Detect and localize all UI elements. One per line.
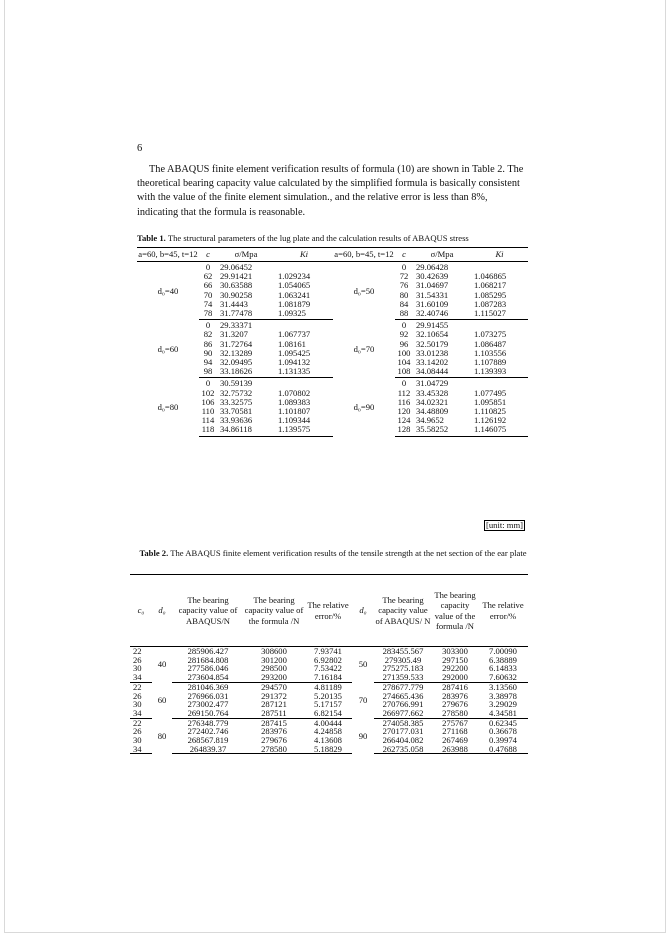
- table1-diameter-label: d₀=40: [157, 285, 179, 296]
- table-cell: 266977.662: [374, 709, 432, 718]
- table-cell: 0: [401, 378, 407, 389]
- table-cell: 3.38978: [489, 690, 517, 701]
- table-cell: 0: [401, 320, 407, 331]
- table-cell: 287511: [244, 709, 304, 718]
- table-cell: 1.103556: [474, 347, 507, 358]
- table-cell: 6.82154: [304, 709, 352, 718]
- table-row: [137, 320, 528, 331]
- table-cell: 1.070802: [278, 387, 311, 398]
- table-cell: 31.04729: [416, 378, 449, 389]
- table-cell: 30.63588: [220, 280, 253, 291]
- table-cell: 30.90258: [220, 289, 253, 300]
- table-cell: 283976: [261, 726, 287, 737]
- table1-unit-note: [unit: mm]: [486, 520, 523, 530]
- table-cell: 278580: [432, 709, 478, 718]
- table-cell: 30: [133, 663, 142, 674]
- table-cell: 30.42639: [416, 271, 449, 282]
- table2-header-cell: The relative error/%: [304, 575, 352, 647]
- table-cell: 4.00444: [314, 717, 342, 728]
- table-cell: 0: [205, 320, 211, 331]
- table-cell: 287121: [261, 699, 287, 710]
- table1-caption-label: Table 1.: [137, 233, 166, 243]
- table1-diameter-label: d₀=90: [353, 401, 375, 412]
- table-cell: 96: [399, 338, 409, 349]
- table-cell: 33.18626: [217, 367, 275, 378]
- table-cell: 1.094132: [278, 357, 311, 368]
- body-paragraph: The ABAQUS finite element verification results of formula (10) are shown in Table 2. The theoretical bearing capacity value calculated by the simplified formula is basically consistent with the value of the finite element simulation., and the relative error is less than 8%, indicating that the formula is reasonable.: [137, 164, 524, 218]
- table-cell: 6.92802: [314, 654, 342, 665]
- table2-diameter-label: 90: [358, 730, 368, 741]
- table-cell: 1.046865: [474, 271, 507, 282]
- table-cell: 72: [399, 271, 409, 282]
- table-cell: 74: [203, 298, 213, 309]
- table-cell: 116: [397, 396, 411, 407]
- table-cell: 1.095851: [474, 396, 507, 407]
- table-cell: 90: [203, 347, 213, 358]
- table-cell: 270177.031: [382, 726, 424, 737]
- table-cell: 80: [399, 289, 409, 300]
- table-cell: 31.60109: [416, 298, 449, 309]
- table-cell: 29.33371: [220, 320, 253, 331]
- table1-header-cell: σ/Mpa: [217, 248, 275, 262]
- table-cell: 291372: [261, 690, 287, 701]
- table2-header-cell: The bearing capacity value of ABAQUS/N: [172, 575, 244, 647]
- table-cell: 70: [203, 289, 213, 300]
- table-cell: 31.72764: [220, 338, 253, 349]
- table-cell: 33.01238: [416, 347, 449, 358]
- table-cell: 26: [133, 726, 142, 737]
- table1-header-row: [137, 248, 528, 262]
- table-cell: 5.18829: [304, 745, 352, 754]
- table-cell: 283976: [442, 690, 468, 701]
- table-cell: 33.32575: [220, 396, 253, 407]
- table2-group: [130, 647, 528, 683]
- table-cell: 272402.746: [187, 726, 229, 737]
- table-cell: 33.45328: [416, 387, 449, 398]
- table1-header-cell: a=60, b=45, t=12: [333, 248, 395, 262]
- table-row: [130, 709, 528, 718]
- table1-group: [137, 320, 528, 378]
- table-cell: 1.081879: [278, 298, 311, 309]
- table-cell: 273002.477: [187, 699, 229, 710]
- table-cell: 1.139575: [275, 425, 333, 436]
- table2-header-cell: d₀: [352, 575, 374, 647]
- table1-group: [137, 262, 528, 320]
- table-cell: 1.068217: [474, 280, 507, 291]
- table-cell: 3.13560: [489, 681, 517, 692]
- table-cell: 1.095425: [278, 347, 311, 358]
- table-row: [137, 262, 528, 273]
- table-cell: 7.16184: [304, 673, 352, 682]
- table-cell: 34.08444: [413, 367, 471, 378]
- table-cell: 4.81189: [314, 681, 342, 692]
- table-cell: 22: [133, 717, 142, 728]
- table-cell: 287416: [442, 681, 468, 692]
- table-cell: 32.13289: [220, 347, 253, 358]
- table-cell: 3.29029: [489, 699, 517, 710]
- table2-header-cell: d₀: [152, 575, 172, 647]
- table-cell: 301200: [261, 654, 287, 665]
- table-cell: 276966.031: [187, 690, 229, 701]
- table-cell: 281046.369: [187, 681, 229, 692]
- table-cell: 34.86118: [217, 425, 275, 436]
- table-cell: 0.62345: [489, 717, 517, 728]
- table-cell: 275767: [442, 717, 468, 728]
- table-cell: 33.93636: [220, 415, 253, 426]
- table-cell: 297150: [442, 654, 468, 665]
- table-cell: 32.09495: [220, 357, 253, 368]
- table-cell: 1.077495: [474, 387, 507, 398]
- table-cell: 110: [201, 406, 215, 417]
- table-cell: 33.14202: [416, 357, 449, 368]
- table-row: [130, 673, 528, 682]
- table-cell: 1.107889: [474, 357, 507, 368]
- table-cell: 275275.183: [382, 663, 424, 674]
- table-cell: 120: [397, 406, 411, 417]
- table-cell: 276348.779: [187, 717, 229, 728]
- table-cell: 294570: [261, 681, 287, 692]
- table-cell: 279676: [442, 699, 468, 710]
- table-cell: 31.77478: [217, 309, 275, 320]
- table-cell: 32.40746: [413, 309, 471, 320]
- table-cell: 22: [133, 646, 142, 656]
- table-row: [137, 378, 528, 389]
- table-cell: 274058.385: [382, 717, 424, 728]
- table-cell: 78: [199, 309, 217, 320]
- table-cell: 0: [401, 262, 407, 272]
- table1-diameter-label: d₀=50: [353, 285, 375, 296]
- table1-group: [137, 378, 528, 436]
- table-cell: 7.53422: [314, 663, 342, 674]
- table-cell: 1.08161: [278, 338, 306, 349]
- table2-caption-text: The ABAQUS finite element verification results of the tensile strength at the net section of the ear plate: [170, 548, 527, 558]
- table2-header-cell: The bearing capacity value of the formula /N: [432, 575, 478, 647]
- table-cell: 118: [199, 425, 217, 436]
- table-cell: 285906.427: [187, 646, 229, 656]
- table-cell: 1.089383: [278, 396, 311, 407]
- table-cell: 94: [203, 357, 213, 368]
- table-cell: 269150.764: [172, 709, 244, 718]
- table-cell: 30.59139: [220, 378, 253, 389]
- table-cell: 0: [205, 378, 211, 389]
- table-cell: 1.101807: [278, 406, 311, 417]
- table-cell: 273604.854: [172, 673, 244, 682]
- table2-diameter-label: 50: [358, 659, 368, 670]
- table-cell: 283455.567: [382, 646, 424, 656]
- table-cell: 262735.058: [374, 745, 432, 754]
- table-cell: 30: [133, 699, 142, 710]
- table-cell: 114: [201, 415, 215, 426]
- table2-diameter-label: 60: [157, 694, 167, 705]
- table-cell: 264839.37: [172, 745, 244, 754]
- table-cell: 271359.533: [374, 673, 432, 682]
- table2-diameter-label: 70: [358, 694, 368, 705]
- table-cell: 92: [399, 329, 409, 340]
- table-cell: 35.58252: [413, 425, 471, 436]
- table-cell: 7.60632: [478, 673, 528, 682]
- table-cell: 4.13608: [314, 735, 342, 746]
- table-cell: 278580: [244, 745, 304, 754]
- table1-header-cell: Ki: [471, 248, 528, 262]
- table-cell: 287415: [261, 717, 287, 728]
- table-cell: 86: [203, 338, 213, 349]
- table-cell: 4.34581: [478, 709, 528, 718]
- table-cell: 98: [199, 367, 217, 378]
- table1-header-cell: Ki: [275, 248, 333, 262]
- table-cell: 281684.808: [187, 654, 229, 665]
- table-cell: 104: [397, 357, 411, 368]
- table-cell: 100: [397, 347, 411, 358]
- table-cell: 30: [133, 735, 142, 746]
- table-cell: 271168: [442, 726, 468, 737]
- table-cell: 106: [201, 396, 215, 407]
- table-cell: 34.48809: [416, 406, 449, 417]
- table-cell: 22: [133, 681, 142, 692]
- table-cell: 88: [395, 309, 413, 320]
- table1-header-cell: c: [199, 248, 217, 262]
- table2-diameter-label: 40: [157, 659, 167, 670]
- table-cell: 278677.779: [382, 681, 424, 692]
- table-cell: 1.073275: [474, 329, 507, 340]
- table-cell: 1.067737: [278, 329, 311, 340]
- table-cell: 128: [395, 425, 413, 436]
- table1-diameter-label: d₀=70: [353, 343, 375, 354]
- table-cell: 4.24858: [314, 726, 342, 737]
- table-cell: 303300: [442, 646, 468, 656]
- table-cell: 279305.49: [384, 654, 422, 665]
- table-cell: 1.087283: [474, 298, 507, 309]
- table-cell: 108: [395, 367, 413, 378]
- table-cell: 7.93741: [314, 646, 342, 656]
- table-cell: 32.50179: [416, 338, 449, 349]
- table-row: [130, 745, 528, 754]
- table-cell: 1.029234: [278, 271, 311, 282]
- table-cell: 66: [203, 280, 213, 291]
- table-cell: 31.3207: [220, 329, 248, 340]
- table-cell: 32.75732: [220, 387, 253, 398]
- table-cell: 270766.991: [382, 699, 424, 710]
- table-cell: 31.4443: [220, 298, 248, 309]
- table2-header-cell: The bearing capacity value of the formula /N: [244, 575, 304, 647]
- table-cell: 1.085295: [474, 289, 507, 300]
- table-cell: 112: [397, 387, 411, 398]
- table-cell: 102: [201, 387, 215, 398]
- table2-diameter-label: 80: [157, 730, 167, 741]
- table1: [137, 247, 528, 437]
- table-cell: 1.126192: [474, 415, 507, 426]
- table-cell: 6.14833: [489, 663, 517, 674]
- table1-caption: [137, 233, 529, 243]
- table-cell: 34: [130, 673, 152, 682]
- table-cell: 292200: [442, 663, 468, 674]
- table1-header-cell: c: [395, 248, 413, 262]
- table-cell: 293200: [244, 673, 304, 682]
- table-cell: 279676: [261, 735, 287, 746]
- table-cell: 292000: [432, 673, 478, 682]
- table-cell: 26: [133, 654, 142, 665]
- table1-diameter-label: d₀=80: [157, 401, 179, 412]
- table2: [130, 574, 528, 754]
- table-cell: 34: [130, 745, 152, 754]
- table-cell: 268567.819: [187, 735, 229, 746]
- table-cell: 76: [399, 280, 409, 291]
- table-cell: 32.10654: [416, 329, 449, 340]
- table-cell: 0.47688: [478, 745, 528, 754]
- table-cell: 277586.046: [187, 663, 229, 674]
- table-cell: 84: [399, 298, 409, 309]
- table-cell: 124: [397, 415, 411, 426]
- table-cell: 5.17157: [314, 699, 342, 710]
- table-cell: 1.09325: [275, 309, 333, 320]
- table1-caption-text: The structural parameters of the lug plate and the calculation results of ABAQUS stress: [167, 233, 469, 243]
- table-cell: 1.131335: [275, 367, 333, 378]
- table-cell: 26: [133, 690, 142, 701]
- table2-caption-label: Table 2.: [139, 548, 169, 558]
- table2-group: [130, 682, 528, 718]
- table-cell: 29.06452: [220, 262, 253, 272]
- table-cell: 6.38889: [489, 654, 517, 665]
- table-cell: 34.9652: [416, 415, 444, 426]
- table-cell: 1.110825: [474, 406, 506, 417]
- page-frame: [4, 0, 666, 933]
- table-cell: 33.70581: [220, 406, 253, 417]
- table-cell: 267469: [442, 735, 468, 746]
- table-cell: 5.20135: [314, 690, 342, 701]
- table-cell: 266404.082: [382, 735, 424, 746]
- table-cell: 62: [203, 271, 213, 282]
- table-cell: 274665.436: [382, 690, 424, 701]
- table-cell: 0.36678: [489, 726, 517, 737]
- table-cell: 34: [130, 709, 152, 718]
- table1-header-cell: a=60, b=45, t=12: [137, 248, 199, 262]
- table-cell: 31.54331: [416, 289, 449, 300]
- table-cell: 0: [205, 262, 211, 272]
- page-number: 6: [137, 143, 143, 154]
- table1-diameter-label: d₀=60: [157, 343, 179, 354]
- table-cell: 82: [203, 329, 213, 340]
- table2-header-cell: The bearing capacity value of ABAQUS/ N: [374, 575, 432, 647]
- table-cell: 29.06428: [416, 262, 449, 272]
- table-cell: 31.04697: [416, 280, 449, 291]
- table-cell: 298500: [261, 663, 287, 674]
- table2-header-row: [130, 575, 528, 647]
- table-cell: 308600: [261, 646, 287, 656]
- table1-header-cell: σ/Mpa: [413, 248, 471, 262]
- table2-group: [130, 718, 528, 754]
- table-cell: 1.063241: [278, 289, 311, 300]
- table2-caption: [137, 548, 529, 559]
- table-cell: 7.00090: [489, 646, 517, 656]
- table-cell: 29.91455: [416, 320, 449, 331]
- table-cell: 1.086487: [474, 338, 507, 349]
- table-cell: 29.91421: [220, 271, 253, 282]
- table-cell: 1.115027: [471, 309, 528, 320]
- table-cell: 0.39974: [489, 735, 517, 746]
- table-cell: 263988: [432, 745, 478, 754]
- table2-header-cell: The relative error/%: [478, 575, 528, 647]
- table-cell: 1.109344: [278, 415, 311, 426]
- table-cell: 34.02321: [416, 396, 449, 407]
- table-cell: 1.054065: [278, 280, 311, 291]
- table-cell: 1.139393: [471, 367, 528, 378]
- table2-header-cell: c₀: [130, 575, 152, 647]
- table-cell: 1.146075: [471, 425, 528, 436]
